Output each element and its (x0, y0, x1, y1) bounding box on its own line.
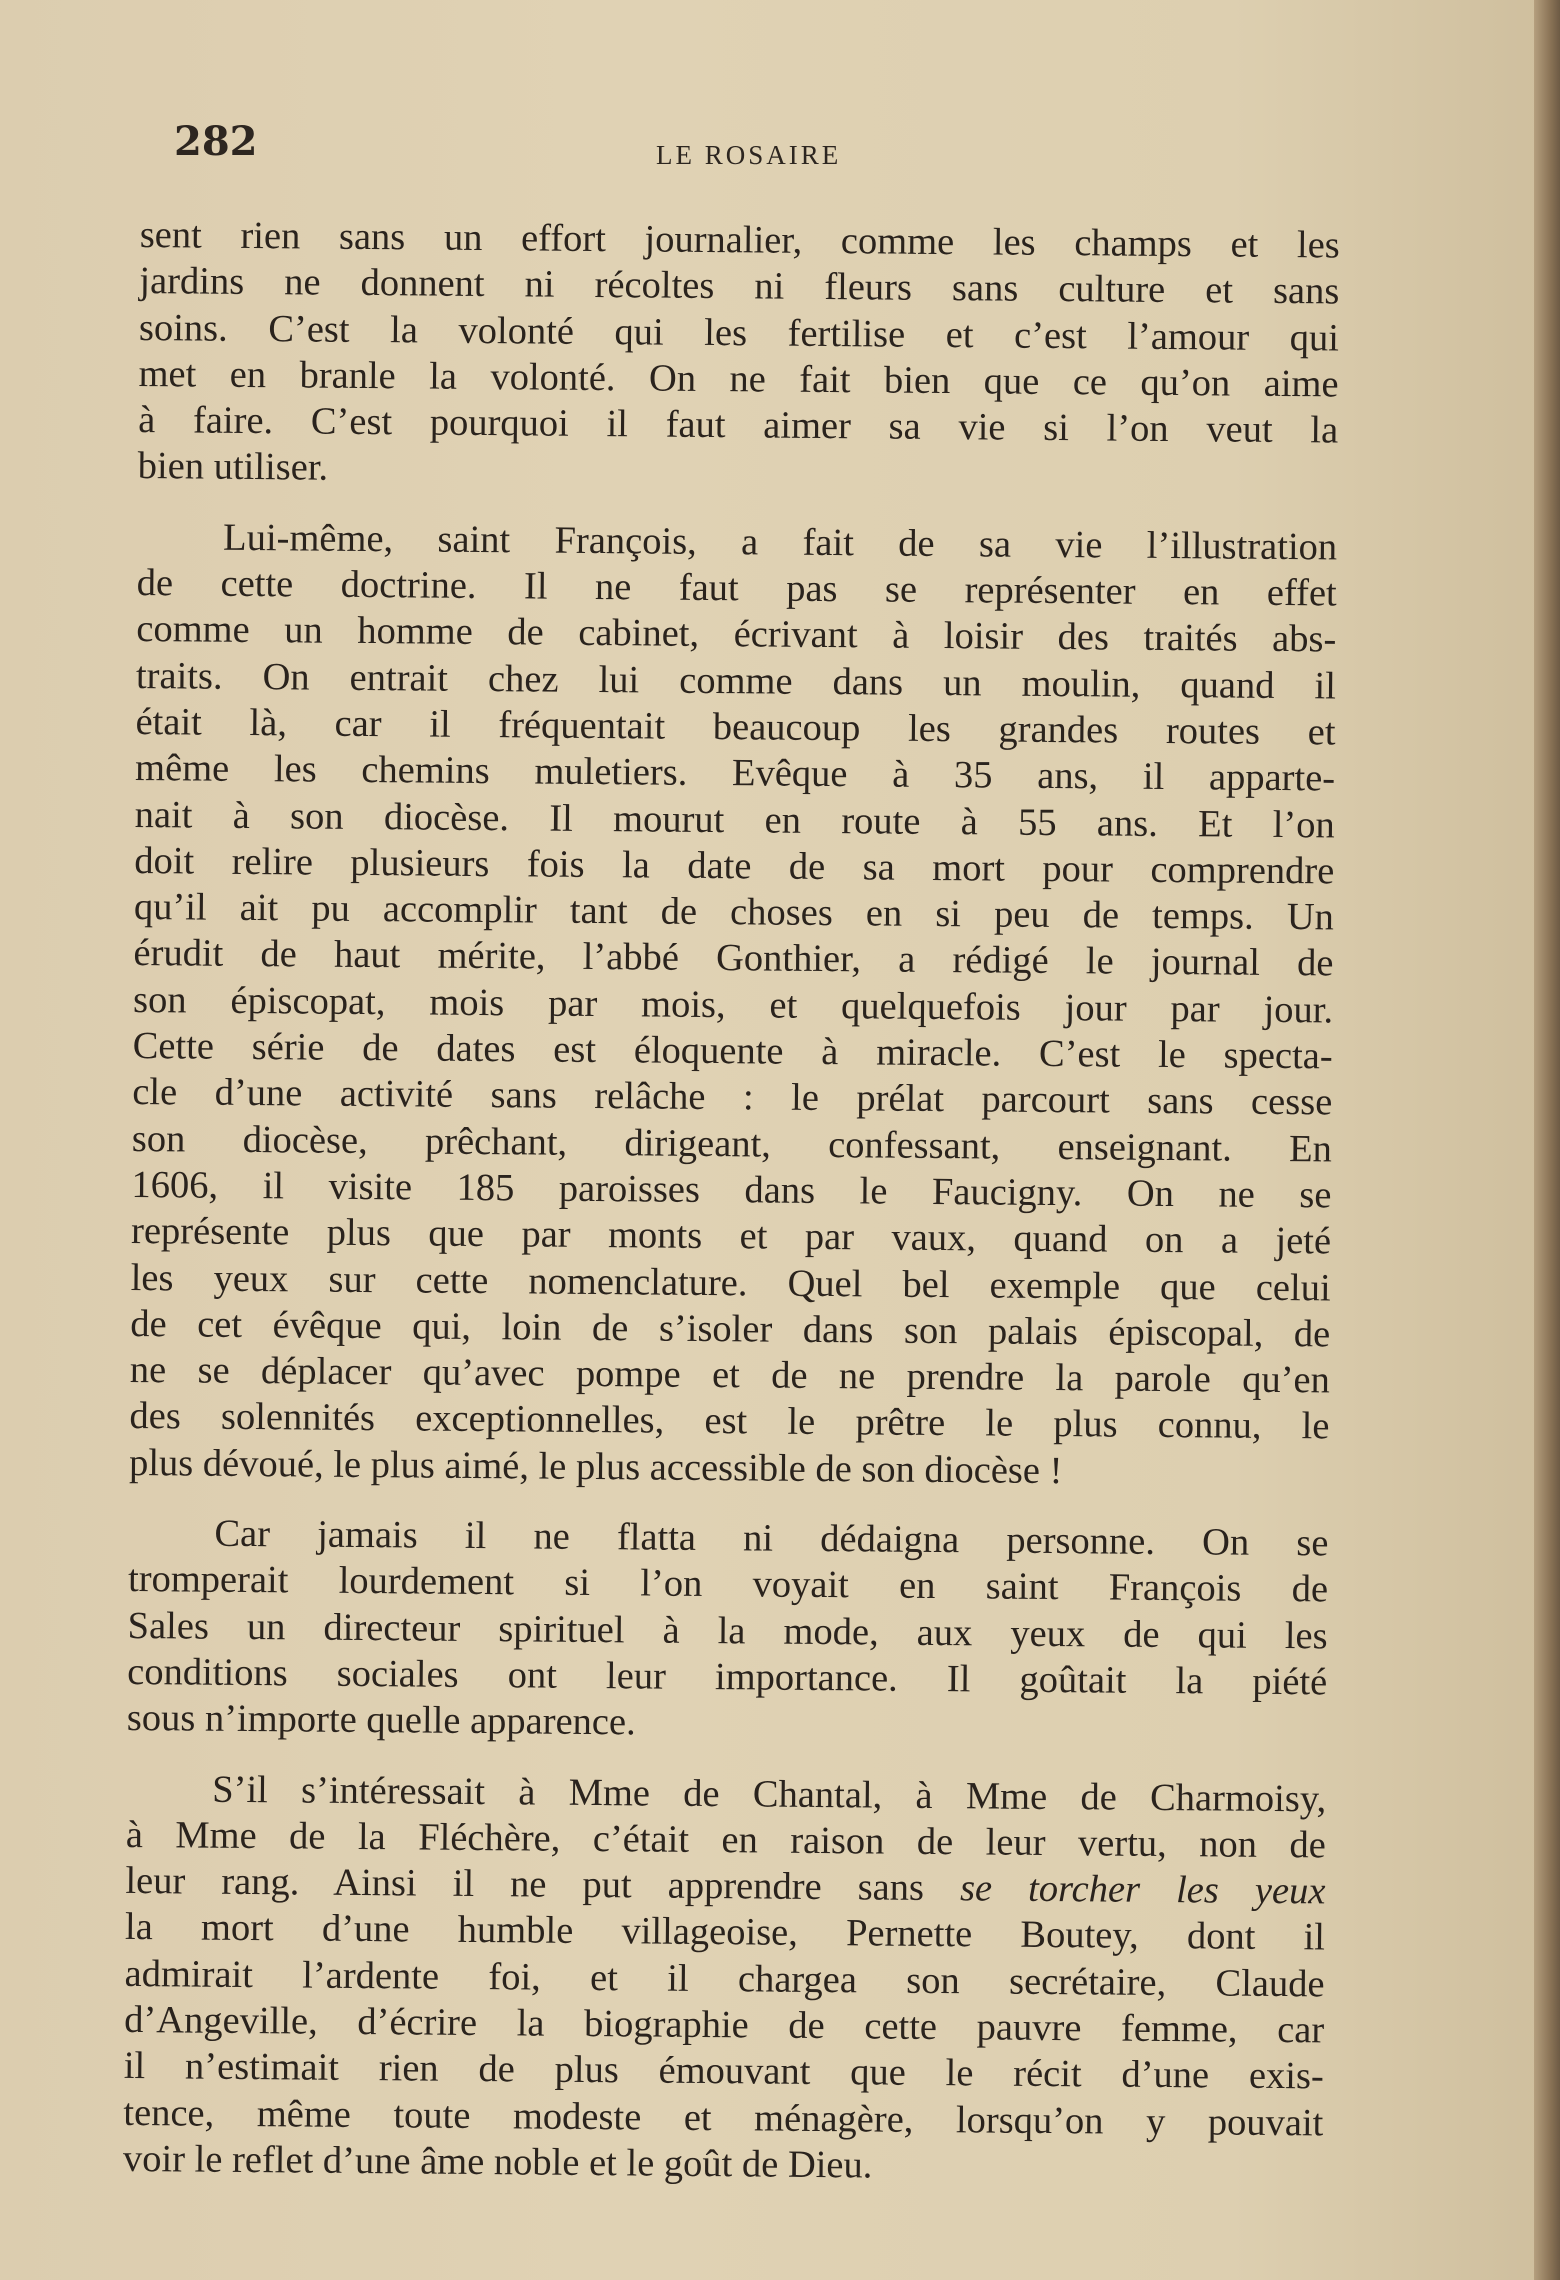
text-line: son diocèse, prêchant, dirigeant, confessant, enseignant. En (131, 1117, 1333, 1171)
text-line: tromperait lourdement si l’on voyait en saint François de (127, 1558, 1329, 1611)
paragraph-2 (129, 514, 1337, 1497)
text-line: jardins ne donnent ni récoltes ni fleurs sans culture et sans (139, 260, 1340, 313)
text-line: à Mme de la Fléchère, c’était en raison de leur vertu, non de (125, 1813, 1326, 1867)
text-line: même les chemins muletiers. Evêque à 35 ans, il apparte- (134, 747, 1336, 800)
text-line: des solennités exceptionnelles, est le prêtre le plus connu, le (129, 1395, 1330, 1448)
text-line: tence, même toute modeste et ménagère, lorsqu’on y pouvait (123, 2091, 1324, 2144)
text-line: S’il s’intéressait à Mme de Chantal, à Mme de Charmoisy, (212, 1768, 1327, 1820)
running-title: LE ROSAIRE (656, 140, 842, 170)
text-line: ne se déplacer qu’avec pompe et de ne prendre la parole qu’en (129, 1349, 1331, 1402)
text-line: cle d’une activité sans relâche : le prélat parcourt sans cesse (132, 1071, 1333, 1124)
text-line: il n’estimait rien de plus émouvant que le récit d’une exis- (123, 2045, 1324, 2098)
text-line: admirait l’ardente foi, et il chargea son secrétaire, Claude (124, 1952, 1325, 2006)
text-line: soins. C’est la volonté qui les fertilise et c’est l’amour qui (138, 306, 1340, 360)
text-line: plus dévoué, le plus aimé, le plus accessible de son diocèse ! (128, 1441, 1063, 1492)
text-line: de cet évêque qui, loin de s’isoler dans son palais épiscopal, de (130, 1302, 1331, 1356)
text-line: comme un homme de cabinet, écrivant à loisir des traités abs- (136, 608, 1337, 661)
text-line: conditions sociales ont leur importance. Il goûtait la piété (127, 1650, 1328, 1704)
text-line: 1606, il visite 185 paroisses dans le Faucigny. On ne se (131, 1163, 1332, 1217)
paragraph-1 (138, 212, 1340, 500)
text-line: Lui-même, saint François, a fait de sa vie l’illustration (222, 516, 1338, 569)
text-line: à faire. C’est pourquoi il faut aimer sa vie si l’on veut la (137, 399, 1339, 452)
text-line: sous n’importe quelle apparence. (126, 1697, 636, 1744)
text-line: Cette série de dates est éloquente à miracle. C’est le specta- (132, 1025, 1333, 1078)
text-line: d’Angeville, d’écrire la biographie de cette pauvre femme, car (124, 1998, 1325, 2052)
text-line: qu’il ait pu accomplir tant de choses en si peu de temps. Un (133, 886, 1335, 939)
italic-phrase: se torcher les yeux (959, 1867, 1326, 1913)
text-line: sent rien sans un effort journalier, comme les champs et les (139, 213, 1340, 267)
text-line: met en branle la volonté. On ne fait bien que ce qu’on aime (138, 352, 1339, 406)
text-line: la mort d’une humble villageoise, Pernette Boutey, dont il (124, 1906, 1326, 1959)
text-line: son épiscopat, mois par mois, et quelquefois jour par jour. (132, 978, 1334, 1032)
text-line: bien utiliser. (137, 445, 329, 490)
page-header (170, 118, 1360, 178)
text-line: traits. On entrait chez lui comme dans un moulin, quand il (135, 654, 1337, 708)
body-text (123, 212, 1340, 2193)
paragraph-4 (123, 1765, 1327, 2192)
text-fragment: leur rang. Ainsi il ne put apprendre sans (125, 1860, 925, 1909)
text-line: nait à son diocèse. Il mourut en route à 55 ans. Et l’on (134, 793, 1335, 847)
text-line: de cette doctrine. Il ne faut pas se représenter en effet (136, 562, 1337, 615)
text-line: était là, car il fréquentait beaucoup les grandes routes et (135, 700, 1336, 754)
text-line: les yeux sur cette nomenclature. Quel bel exemple que celui (130, 1256, 1331, 1309)
paragraph-3 (127, 1510, 1329, 1752)
text-line: représente plus que par monts et par vaux, quand on a jeté (130, 1210, 1332, 1263)
text-line: Car jamais il ne flatta ni dédaigna personne. On se (214, 1512, 1329, 1565)
page-number: 282 (174, 118, 258, 165)
text-line: voir le reflet d’une âme noble et le goût de Dieu. (122, 2137, 873, 2187)
page-edge (1534, 0, 1560, 2280)
text-line: Sales un directeur spirituel à la mode, aux yeux de qui les (127, 1604, 1328, 1658)
text-line: érudit de haut mérite, l’abbé Gonthier, a rédigé le journal de (133, 932, 1334, 985)
text-line: doit relire plusieurs fois la date de sa mort pour comprendre (134, 839, 1335, 893)
